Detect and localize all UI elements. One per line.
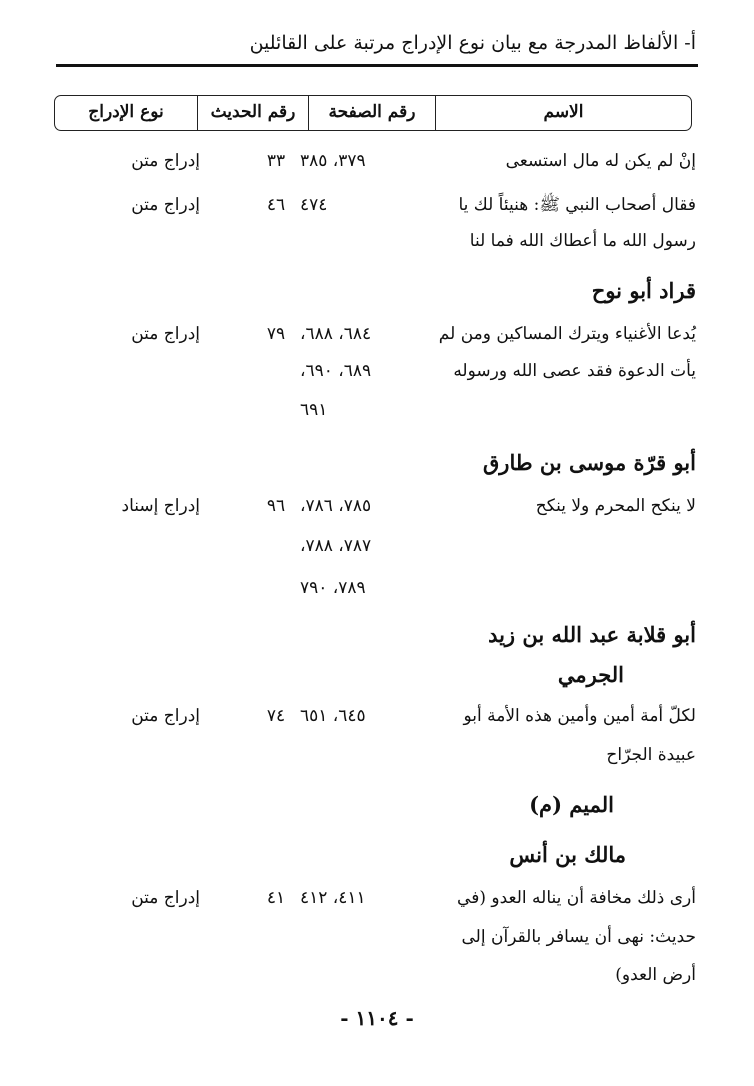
entry-text: يُدعا الأغنياء ويترك المساكين ومن لم: [438, 324, 696, 344]
narrator-heading-line2: الجرمي: [557, 662, 624, 687]
insertion-type: إدراج متن: [131, 195, 200, 215]
narrator-heading: قراد أبو نوح: [591, 278, 696, 303]
hadith-number: ٤٦: [266, 195, 286, 215]
entry-text: يأت الدعوة فقد عصى الله ورسوله: [453, 361, 696, 381]
entry-text: حديث: نهى أن يسافر بالقرآن إلى: [461, 927, 696, 947]
page-numbers: ٦٤٥، ٦٥١: [300, 706, 366, 726]
entry-text: رسول الله ما أعطاك الله فما لنا: [469, 231, 696, 251]
insertion-type: إدراج متن: [131, 151, 200, 171]
page-number: - ١١٠٤ -: [340, 1006, 414, 1030]
page-numbers: ٣٧٩، ٣٨٥: [300, 151, 366, 171]
page-numbers: ٤٧٤: [300, 195, 328, 215]
entry-text: لكلّ أمة أمين وأمين هذه الأمة أبو: [463, 706, 696, 726]
page-numbers: ٧٨٥، ٧٨٦،: [300, 496, 372, 516]
column-header-insertion-type: نوع الإدراج: [88, 102, 164, 122]
table-header: [54, 95, 692, 131]
page-numbers: ٧٨٩، ٧٩٠: [300, 578, 366, 598]
page-numbers: ٧٨٧، ٧٨٨،: [300, 536, 372, 556]
insertion-type: إدراج متن: [131, 888, 200, 908]
entry-text: عبيدة الجرّاح: [606, 745, 696, 765]
letter-heading: الميم (م): [529, 792, 614, 817]
insertion-type: إدراج متن: [131, 324, 200, 344]
column-header-hadith-number: رقم الحديث: [197, 96, 308, 130]
entry-text: إنْ لم يكن له مال استسعى: [505, 151, 696, 171]
hadith-number: ٩٦: [266, 496, 286, 516]
narrator-heading: أبو قلابة عبد الله بن زيد: [488, 622, 696, 647]
column-header-page-number: رقم الصفحة: [308, 96, 435, 130]
hadith-number: ٧٤: [266, 706, 286, 726]
running-head: أ- الألفاظ المدرجة مع بيان نوع الإدراج مرتبة على القائلين: [249, 32, 696, 54]
page-numbers: ٦٩١: [300, 400, 328, 420]
header-rule: [56, 64, 698, 67]
hadith-number: ٣٣: [266, 151, 286, 171]
entry-text: أرى ذلك مخافة أن يناله العدو (في: [457, 888, 696, 908]
insertion-type: إدراج متن: [131, 706, 200, 726]
entry-text: أرض العدو): [615, 965, 696, 985]
entry-text: فقال أصحاب النبي ﷺ: هنيئاً لك يا: [458, 195, 696, 215]
narrator-heading: أبو قرّة موسى بن طارق: [483, 450, 696, 475]
entry-text: لا ينكح المحرم ولا ينكح: [535, 496, 696, 516]
narrator-heading: مالك بن أنس: [509, 842, 626, 867]
page-numbers: ٦٨٤، ٦٨٨،: [300, 324, 372, 344]
hadith-number: ٤١: [266, 888, 286, 908]
page-numbers: ٤١١، ٤١٢: [300, 888, 366, 908]
page-numbers: ٦٨٩، ٦٩٠،: [300, 361, 372, 381]
hadith-number: ٧٩: [266, 324, 286, 344]
insertion-type: إدراج إسناد: [121, 496, 200, 516]
column-header-name: الاسم: [435, 96, 691, 130]
